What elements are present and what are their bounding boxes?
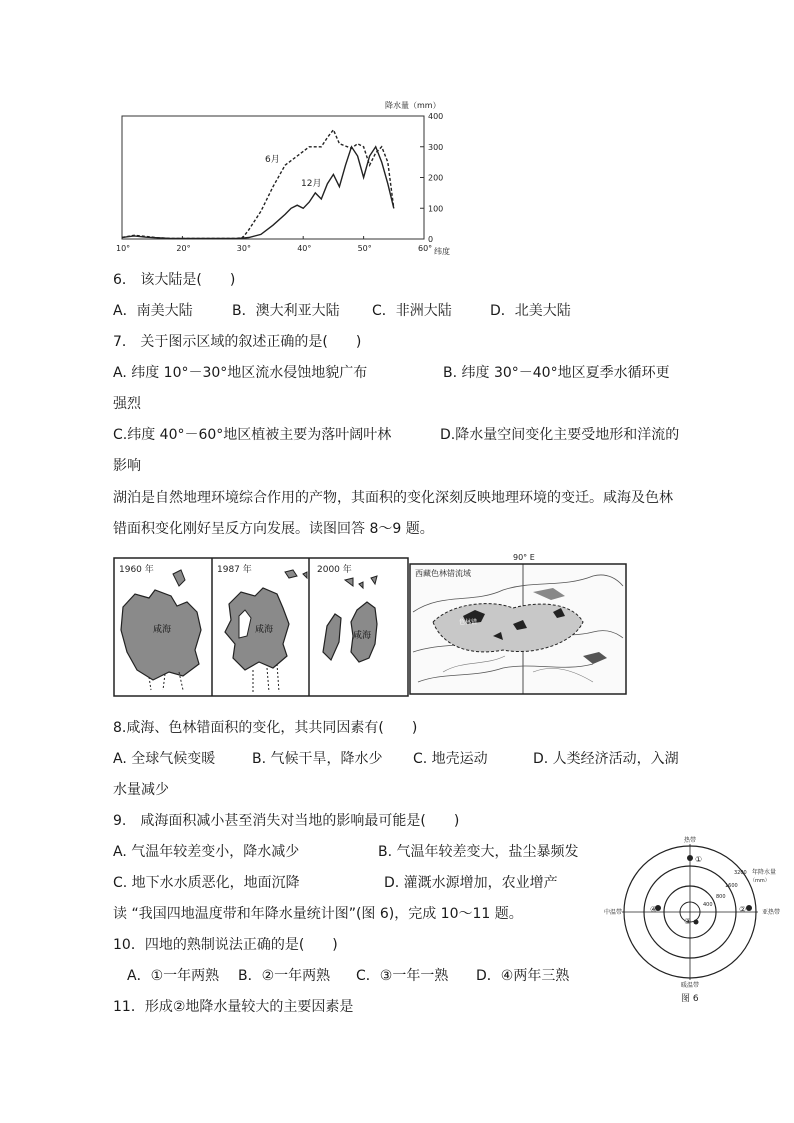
x-tick-label: 10° [116, 244, 131, 253]
q7-option-a[interactable]: A. 纬度 10°－30°地区流水侵蚀地貌广布 [113, 365, 368, 381]
q7-option-c[interactable]: C.纬度 40°－60°地区植被主要为落叶阔叶林 [113, 427, 392, 443]
q8-stem: 8.咸海、色林错面积的变化，其共同因素有( ) [113, 720, 418, 736]
point-4: ④ [650, 905, 658, 914]
ring-left-label: 中温带 [604, 909, 623, 916]
intro-2: 读 “我国四地温度带和年降水量统计图”(图 6)，完成 10～11 题。 [113, 906, 523, 922]
point-3: ③ [684, 917, 692, 926]
q9-option-a[interactable]: A. 气温年较差变小，降水减少 [113, 844, 300, 860]
ring-value-800: 800 [716, 894, 726, 900]
x-tick-label: 40° [297, 244, 312, 253]
legend-unit: （mm） [750, 878, 770, 884]
intro-line-2: 错面积变化刚好呈反方向发展。读图回答 8～9 题。 [113, 521, 434, 537]
q8-option-d[interactable]: D. 人类经济活动，入湖 [533, 751, 679, 767]
figure-6-climate-rings [600, 832, 794, 1004]
x-tick-label: 20° [176, 244, 191, 253]
y-ticks [420, 112, 443, 244]
y-tick-label: 0 [428, 235, 434, 244]
ring-right-label: 亚热带 [762, 909, 781, 916]
q10-option-c[interactable]: C．③一年一熟 [356, 968, 449, 984]
series-line-december [122, 147, 394, 239]
q8-option-d-cont: 水量减少 [113, 782, 169, 798]
q9-stem: 9. 咸海面积减小甚至消失对当地的影响最可能是( ) [113, 813, 460, 829]
q11-stem: 11．形成②地降水量较大的主要因素是 [113, 999, 354, 1015]
figure-6-caption: 图 6 [681, 994, 699, 1004]
q9-option-d[interactable]: D. 灌溉水源增加，农业增产 [384, 875, 558, 891]
q10-option-a[interactable]: A．①一年两熟 [127, 968, 220, 984]
q8-option-a[interactable]: A. 全球气候变暖 [113, 751, 216, 767]
aral-label-2000: 咸海 [353, 631, 372, 641]
y-tick-label: 100 [428, 204, 444, 214]
ring-value-1600: 1600 [725, 883, 738, 889]
q7-option-b[interactable]: B. 纬度 30°－40°地区夏季水循环更 [443, 365, 670, 381]
x-tick-label: 30° [236, 244, 251, 253]
legend-precip: 年降水量 [752, 869, 777, 876]
q7-option-b-cont: 强烈 [113, 396, 141, 412]
q6-stem: 6． 该大陆是( ) [113, 272, 236, 288]
y-tick-label: 200 [428, 173, 444, 183]
ring-top-label: 热带 [684, 837, 697, 844]
tibet-lon-label: 90° E [513, 553, 535, 562]
selin-co-label: 色林错 [459, 619, 478, 626]
ring-bottom-label: 暖温带 [681, 982, 700, 989]
year-2000: 2000 年 [317, 565, 352, 575]
q10-stem: 10．四地的熟制说法正确的是( ) [113, 937, 338, 953]
ring-value-400: 400 [703, 902, 713, 908]
q6-option-d[interactable]: D．北美大陆 [490, 303, 571, 319]
intro-line-1: 湖泊是自然地理环境综合作用的产物，其面积的变化深刻反映地理环境的变迁。咸海及色林 [113, 490, 673, 506]
q6-option-b[interactable]: B．澳大利亚大陆 [232, 303, 340, 319]
year-1960: 1960 年 [119, 565, 154, 575]
x-tick-label: 60° [418, 244, 433, 253]
q6-option-c[interactable]: C．非洲大陆 [372, 303, 452, 319]
q10-option-b[interactable]: B．②一年两熟 [238, 968, 331, 984]
y-tick-label: 300 [428, 142, 444, 152]
legend-december: 12月 [301, 179, 322, 189]
tibet-map-title: 西藏色林错流域 [415, 569, 471, 578]
q7-option-d-cont: 影响 [113, 458, 141, 474]
aral-label-1960: 咸海 [153, 625, 172, 635]
x-tick-label: 50° [357, 244, 372, 253]
q8-option-b[interactable]: B. 气候干旱，降水少 [252, 751, 383, 767]
q9-option-c[interactable]: C. 地下水水质恶化，地面沉降 [113, 875, 300, 891]
year-1987: 1987 年 [217, 565, 252, 575]
q7-stem: 7． 关于图示区域的叙述正确的是( ) [113, 334, 362, 350]
precipitation-chart [113, 98, 458, 258]
legend-june: 6月 [265, 155, 280, 165]
point-1: ① [695, 855, 703, 864]
q10-option-d[interactable]: D．④两年三熟 [476, 968, 570, 984]
plot-frame [122, 116, 424, 239]
aral-label-1987: 咸海 [255, 625, 274, 635]
chart-ylabel: 降水量（mm） [385, 101, 441, 110]
ring-value-3200: 3200 [734, 870, 747, 876]
point-2: ② [739, 905, 747, 914]
q8-option-c[interactable]: C. 地壳运动 [413, 751, 488, 767]
y-tick-label: 400 [428, 112, 444, 121]
q6-option-a[interactable]: A．南美大陆 [113, 303, 193, 319]
chart-xlabel: 纬度 [434, 247, 450, 256]
q9-option-b[interactable]: B. 气温年较差变大，盐尘暴频发 [378, 844, 579, 860]
lake-maps-figure [113, 552, 633, 698]
series-lines [122, 130, 394, 239]
q7-option-d[interactable]: D.降水量空间变化主要受地形和洋流的 [440, 427, 680, 443]
series-line-june [122, 130, 394, 239]
